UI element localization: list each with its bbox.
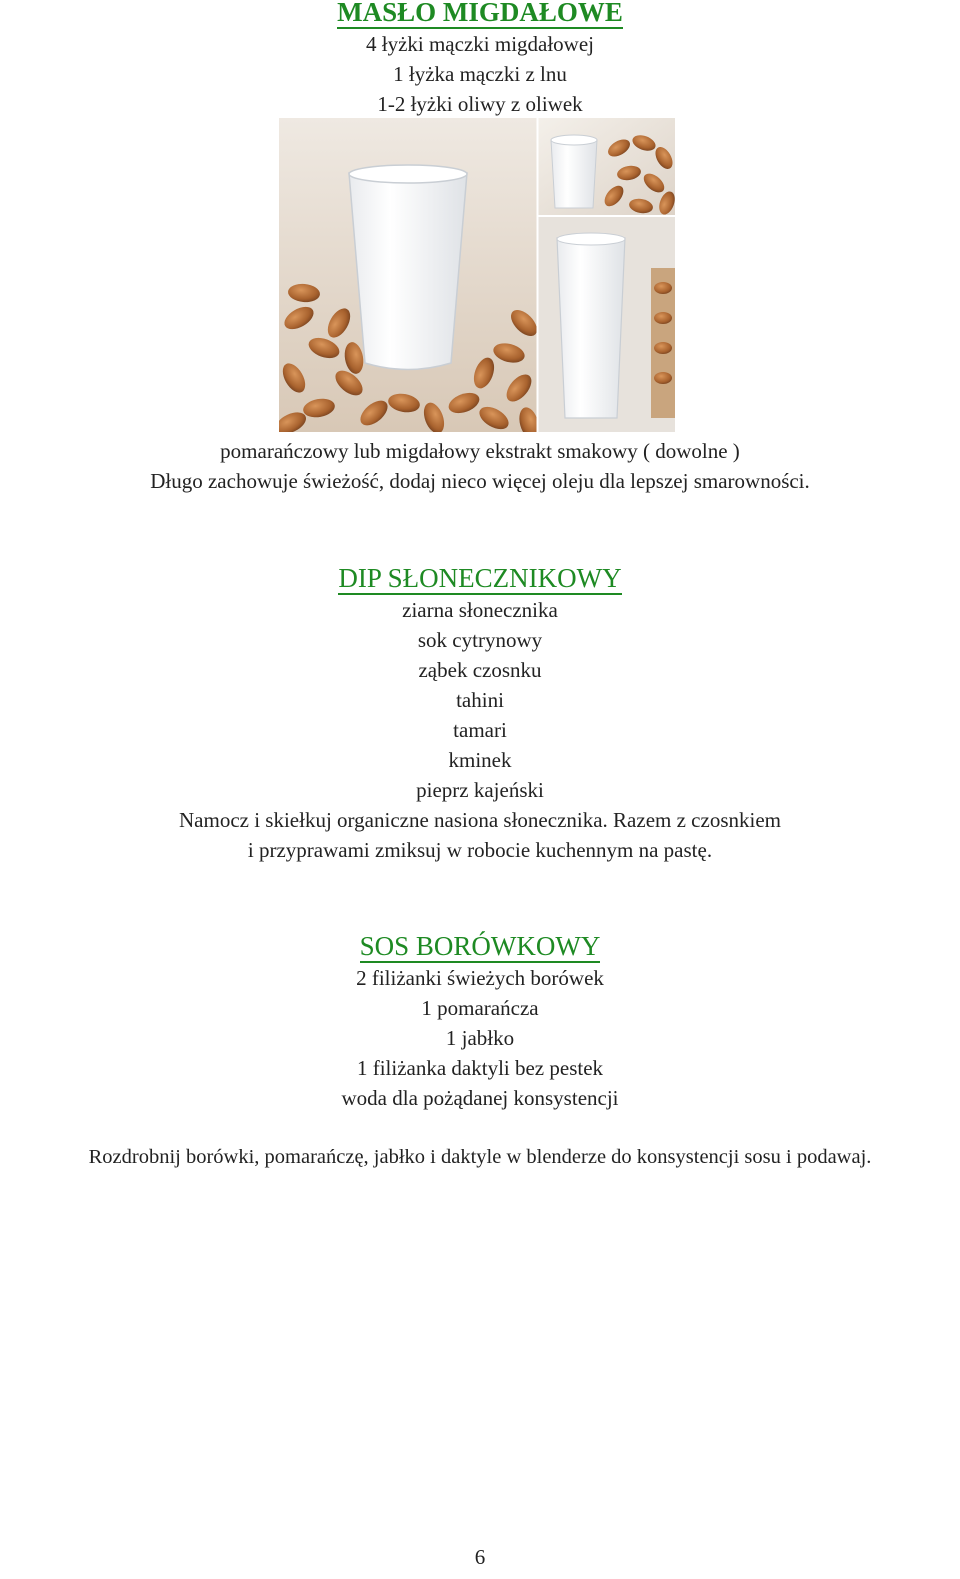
ingredient-line: ząbek czosnku: [418, 658, 542, 682]
recipe-title-sos-borowkowy: SOS BORÓWKOWY: [359, 931, 601, 961]
note-line: i przyprawami zmiksuj w robocie kuchennym na pastę.: [247, 838, 713, 862]
recipe-title-maslo-migdalowe: MASŁO MIGDAŁOWE: [0, 0, 960, 28]
recipe-title-dip-slonecznikowy: DIP SŁONECZNIKOWY: [338, 563, 622, 593]
ingredient-line: 1 pomarańcza: [421, 996, 539, 1020]
note-line: Rozdrobnij borówki, pomarańczę, jabłko i daktyle w blenderze do konsystencji sosu i podawaj.: [88, 1146, 872, 1168]
ingredient-line: 1-2 łyżki oliwy z oliwek: [377, 92, 583, 116]
ingredient-line: kminek: [448, 748, 512, 772]
ingredient-line: 1 filiżanka daktyli bez pestek: [356, 1056, 604, 1080]
note-line: Namocz i skiełkuj organiczne nasiona słonecznika. Razem z czosnkiem: [179, 808, 781, 832]
ingredient-line: 2 filiżanki świeżych borówek: [356, 966, 604, 990]
ingredient-line: 4 łyżki mączki migdałowej: [365, 32, 595, 56]
page-number: 6: [474, 1545, 486, 1569]
ingredient-line: woda dla pożądanej konsystencji: [341, 1086, 619, 1110]
ingredient-line: 1 łyżka mączki z lnu: [393, 62, 567, 86]
ingredient-line: tahini: [456, 688, 504, 712]
ingredient-line: pieprz kajeński: [416, 778, 544, 802]
note-line: pomarańczowy lub migdałowy ekstrakt smakowy ( dowolne ): [220, 439, 740, 463]
note-line: Długo zachowuje świeżość, dodaj nieco więcej oleju dla lepszej smarowności.: [150, 469, 810, 493]
ingredient-line: 1 jabłko: [445, 1026, 515, 1050]
ingredient-line: ziarna słonecznika: [402, 598, 558, 622]
almond-milk-photo: [279, 118, 675, 432]
ingredient-line: tamari: [453, 718, 507, 742]
ingredient-line: sok cytrynowy: [417, 628, 543, 652]
